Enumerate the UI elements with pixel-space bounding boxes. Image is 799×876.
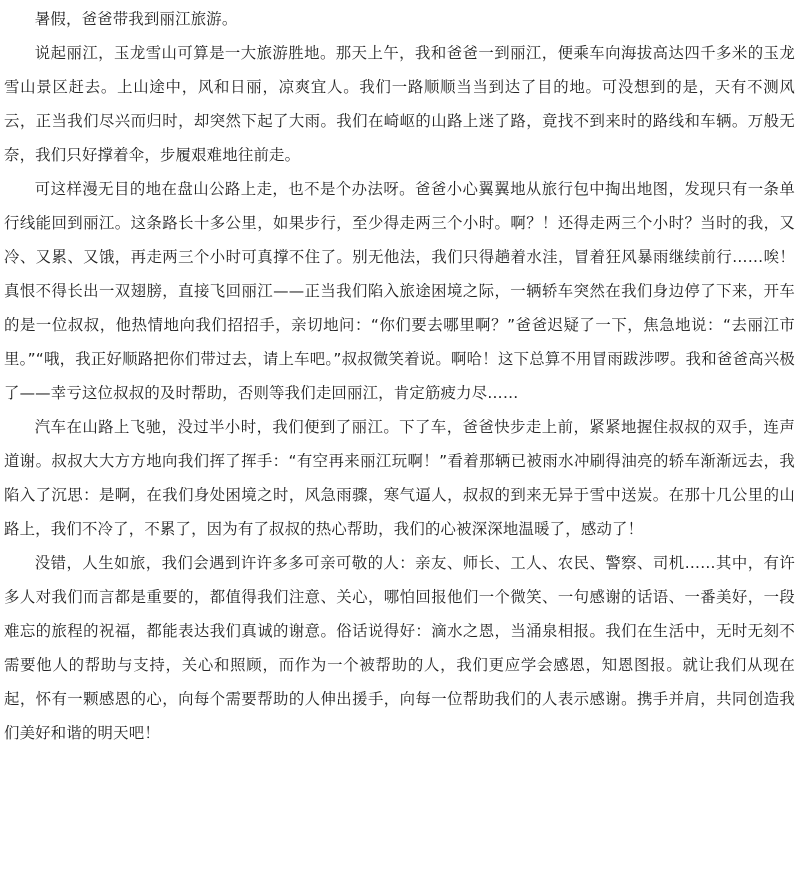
paragraph-lost-in-rain: 可这样漫无目的地在盘山公路上走，也不是个办法呀。爸爸小心翼翼地从旅行包中掏出地图，发现只有一条单行线能回到丽江。这条路长十多公里，如果步行，至少得走两三个小时。啊？！还得走两三个小时？当时的我，又冷、又累、又饿，再走两三个小时可真撑不住了。别无他法，我们只得趟着水洼，冒着狂风暴雨继续前行……唉！真恨不得长出一双翅膀，直接飞回丽江——正当我们陷入旅途困境之际，一辆轿车突然在我们身边停了下来，开车的是一位叔叔，他热情地向我们招招手，亲切地问：“你们要去哪里啊？”爸爸迟疑了一下，焦急地说：“去丽江市里。”“哦，我正好顺路把你们带过去，请上车吧。”叔叔微笑着说。啊哈！这下总算不用冒雨跋涉啰。我和爸爸高兴极了——幸亏这位叔叔的及时帮助，否则等我们走回丽江，肯定筋疲力尽…… (4, 180, 795, 402)
paragraph-intro: 暑假，爸爸带我到丽江旅游。 (34, 10, 238, 28)
paragraph-yulong-snow-mountain: 说起丽江，玉龙雪山可算是一大旅游胜地。那天上午，我和爸爸一到丽江，便乘车向海拔高达四千多米的玉龙雪山景区赶去。上山途中，风和日丽，凉爽宜人。我们一路顺顺当当到达了目的地。可没想到的是，天有不测风云，正当我们尽兴而归时，却突然下起了大雨。我们在崎岖的山路上迷了路，竟找不到来时的路线和车辆。万般无奈，我们只好撑着伞，步履艰难地往前走。 (4, 44, 795, 164)
paragraph-arrival-reflection: 汽车在山路上飞驰，没过半小时，我们便到了丽江。下了车，爸爸快步走上前，紧紧地握住叔叔的双手，连声道谢。叔叔大大方方地向我们挥了挥手：“有空再来丽江玩啊！”看着那辆已被雨水冲刷得油亮的轿车渐渐远去，我陷入了沉思：是啊，在我们身处困境之时，风急雨骤，寒气逼人，叔叔的到来无异于雪中送炭。在那十几公里的山路上，我们不冷了，不累了，因为有了叔叔的热心帮助，我们的心被深深地温暖了，感动了！ (4, 418, 795, 538)
paragraph-conclusion: 没错，人生如旅，我们会遇到许许多多可亲可敬的人：亲友、师长、工人、农民、警察、司机……其中，有许多人对我们而言都是重要的，都值得我们注意、关心，哪怕回报他们一个微笑、一句感谢的话语、一番美好，一段难忘的旅程的祝福，都能表达我们真诚的谢意。俗话说得好：滴水之恩，当涌泉相报。我们在生活中，无时无刻不需要他人的帮助与支持，关心和照顾，而作为一个被帮助的人，我们更应学会感恩，知恩图报。就让我们从现在起，怀有一颗感恩的心，向每个需要帮助的人伸出援手，向每一位帮助我们的人表示感谢。携手并肩，共同创造我们美好和谐的明天吧！ (4, 554, 795, 742)
